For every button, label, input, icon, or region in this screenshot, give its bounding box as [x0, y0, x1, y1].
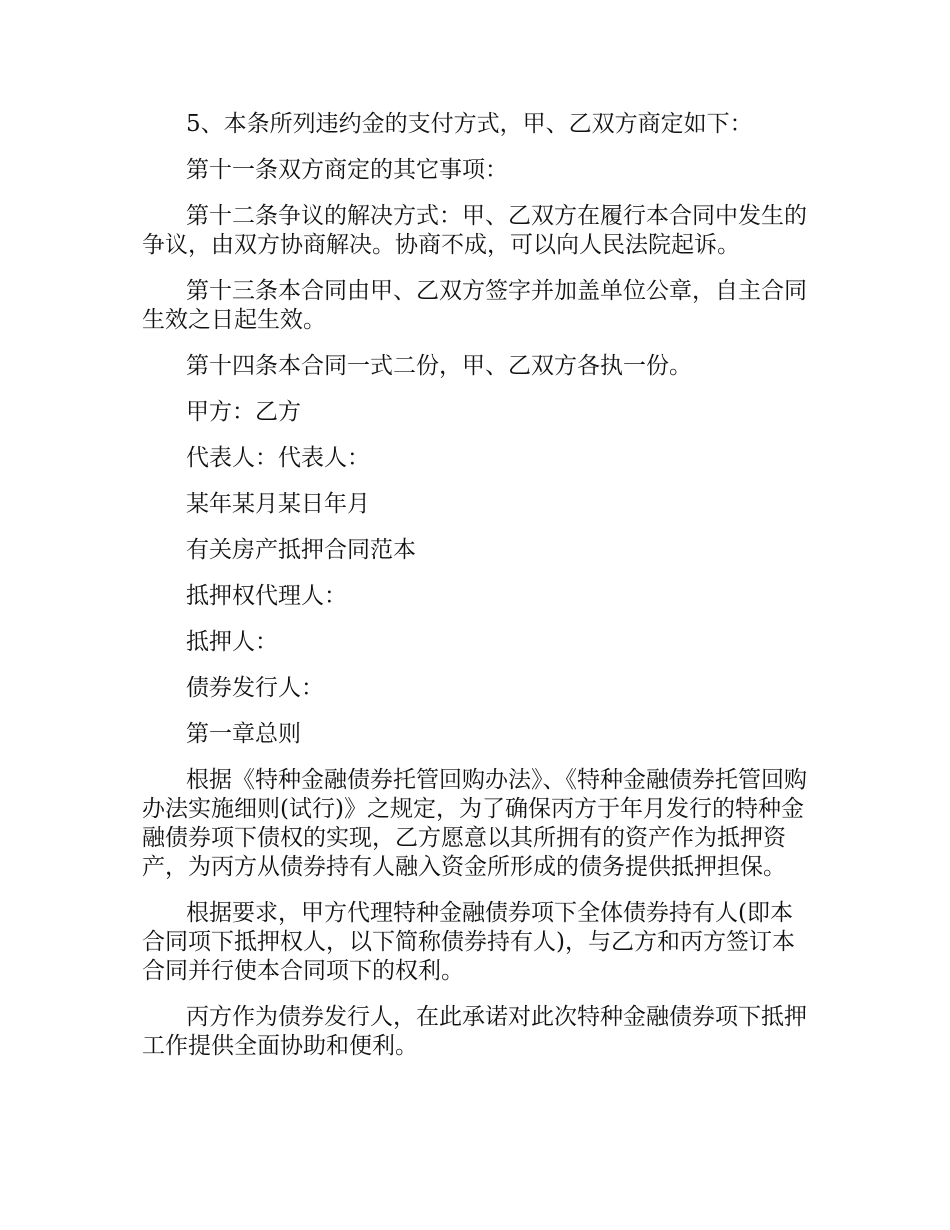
signature-date: 某年某月某日年月 — [186, 491, 370, 517]
paragraph-issuer-commitment: 丙方作为债券发行人，在此承诺对此次特种金融债券项下抵押工作提供全面协助和便利。 — [142, 1004, 807, 1059]
paragraph-requirements: 根据要求，甲方代理特种金融债券项下全体债券持有人(即本合同项下抵押权人，以下简称债券持有人)，与乙方和丙方签订本合同并行使本合同项下的权利。 — [142, 900, 795, 984]
contract-title: 有关房产抵押合同范本 — [186, 537, 416, 563]
signature-representative: 代表人：代表人： — [186, 445, 370, 471]
paragraph-article-11: 第十一条双方商定的其它事项： — [186, 157, 508, 183]
paragraph-article-13: 第十三条本合同由甲、乙双方签字并加盖单位公章，自主合同生效之日起生效。 — [142, 278, 807, 333]
signature-party-a: 甲方：乙方 — [186, 399, 301, 425]
mortgagee-agent-line: 抵押权代理人： — [186, 583, 347, 609]
bond-issuer-line: 债券发行人： — [186, 675, 324, 701]
document-page — [142, 110, 812, 1061]
paragraph-basis: 根据《特种金融债券托管回购办法》、《特种金融债券托管回购办法实施细则(试行)》之规定，为了确保丙方于年月发行的特种金融债券项下债权的实现，乙方愿意以其所拥有的资产作为抵押资产，为丙方从债券持有人融入资金所形成的债务提供抵押担保。 — [142, 767, 807, 880]
chapter-1-heading: 第一章总则 — [186, 721, 301, 747]
paragraph-article-12: 第十二条争议的解决方式：甲、乙双方在履行本合同中发生的争议，由双方协商解决。协商不成，可以向人民法院起诉。 — [142, 203, 807, 258]
paragraph-penalty-payment: 5、本条所列违约金的支付方式，甲、乙双方商定如下： — [186, 111, 753, 137]
paragraph-article-14: 第十四条本合同一式二份，甲、乙双方各执一份。 — [186, 353, 692, 379]
mortgagor-line: 抵押人： — [186, 629, 278, 655]
